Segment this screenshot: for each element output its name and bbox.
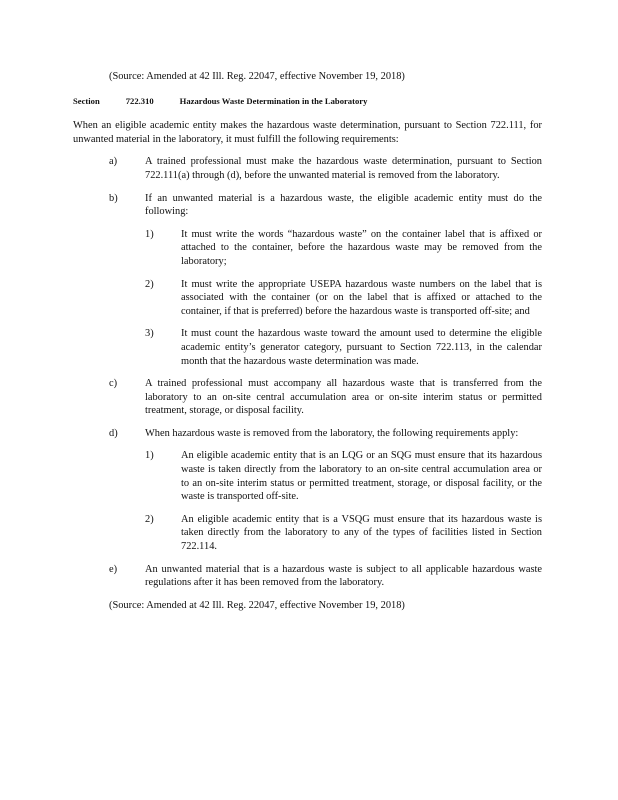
subsection-marker: a) [109, 156, 118, 168]
paragraph-b-1 [145, 228, 542, 269]
subsection-marker: e) [109, 563, 118, 575]
subsection-text: A trained professional must accompany all hazardous waste that is transferred from the laboratory to an on-site central accumulation area or on-site interim status or permitted treatment, storage, or disposal facility. [145, 378, 542, 417]
subsection-text: If an unwanted material is a hazardous waste, the eligible academic entity must do the following: [145, 192, 542, 218]
paragraph-text: An eligible academic entity that is a VSQG must ensure that its hazardous waste is taken directly from the laboratory to any of the types of facilities listed in Section 722.114. [181, 513, 542, 553]
paragraph-text: An eligible academic entity that is an LQG or an SQG must ensure that its hazardous waste is taken directly from the laboratory to an on-site central accumulation area or to an on-site interim status or permitted treatment, storage, or disposal facility, or the waste is transported off-site. [181, 450, 542, 503]
subsection-b [73, 192, 542, 369]
paragraph-b-3 [145, 327, 542, 368]
subsection-e [73, 563, 542, 590]
subsection-text: An unwanted material that is a hazardous waste is subject to all applicable hazardous waste regulations after it has been removed from the laboratory. [145, 563, 542, 589]
paragraph-b-2 [145, 278, 542, 319]
subsection-text: When hazardous waste is removed from the laboratory, the following requirements apply: [145, 427, 519, 439]
paragraph-marker: 2) [145, 278, 154, 290]
paragraph-text: It must write the appropriate USEPA hazardous waste numbers on the label that is associated with the container (or on the label that is affixed or attached to the container, if that is preferred) before the hazardous waste is transported off-site; and [181, 278, 542, 317]
subsection-d [73, 427, 542, 554]
section-label: Section [73, 95, 100, 106]
paragraph-marker: 2) [145, 513, 154, 525]
paragraph-d-2 [145, 513, 542, 554]
subsection-text: A trained professional must make the hazardous waste determination, pursuant to Section 722.111(a) through (d), before the unwanted material is removed from the laboratory. [145, 156, 542, 181]
paragraph-marker: 1) [145, 228, 154, 240]
subsection-marker: b) [109, 192, 118, 204]
paragraph-marker: 1) [145, 450, 154, 462]
paragraph-text: It must count the hazardous waste toward the amount used to determine the eligible academic entity’s generator category, pursuant to Section 722.113, in the calendar month that the hazardous waste determination was made. [181, 328, 542, 367]
intro-paragraph: When an eligible academic entity makes the hazardous waste determination, pursuant to Section 722.111, for unwanted material in the laboratory, it must fulfill the following requirements: [73, 120, 542, 145]
paragraph-d-1 [145, 449, 542, 503]
subsection-a [73, 155, 542, 182]
subsection-marker: d) [109, 427, 118, 439]
source-note-top: (Source: Amended at 42 Ill. Reg. 22047, effective November 19, 2018) [109, 71, 405, 82]
paragraph-marker: 3) [145, 328, 154, 340]
section-number: 722.310 [125, 95, 154, 106]
paragraph-text: It must write the words “hazardous waste” on the container label that is affixed or attached to the container, before the hazardous waste may be removed from the laboratory; [181, 228, 542, 267]
subsection-marker: c) [109, 378, 118, 390]
subsection-c [73, 377, 542, 418]
section-heading [73, 95, 542, 109]
source-note-bottom: (Source: Amended at 42 Ill. Reg. 22047, effective November 19, 2018) [109, 599, 405, 611]
section-title: Hazardous Waste Determination in the Laboratory [179, 95, 368, 106]
